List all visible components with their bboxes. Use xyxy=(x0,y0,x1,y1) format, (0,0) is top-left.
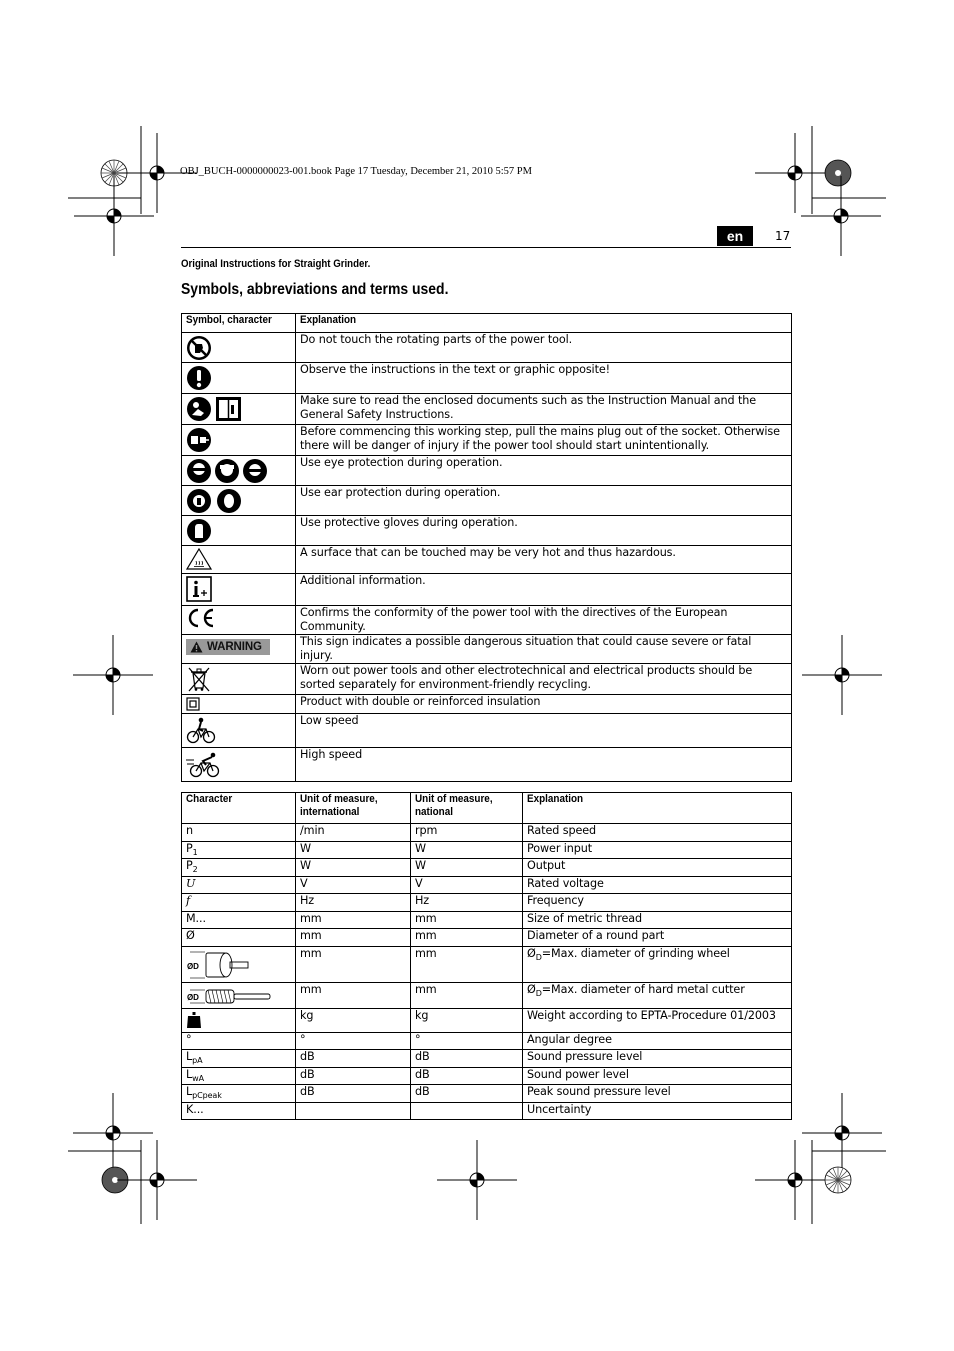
attention-icon xyxy=(186,365,212,391)
symbol-cell xyxy=(182,425,296,456)
symbol-cell xyxy=(182,606,296,635)
read-manual-icon xyxy=(186,396,242,422)
diameter-label: ØD xyxy=(187,993,199,1002)
low-speed-icon xyxy=(186,716,216,744)
column-header: Explanation xyxy=(523,793,792,824)
unit-national-cell: mm xyxy=(411,912,523,929)
explanation-cell: Additional information. xyxy=(296,574,792,606)
ce-mark-icon xyxy=(186,608,216,628)
table-row xyxy=(182,1050,792,1068)
symbol-cell xyxy=(182,486,296,516)
symbol-cell xyxy=(182,394,296,425)
warning-badge-label: WARNING xyxy=(207,641,262,653)
explanation-cell: Angular degree xyxy=(523,1033,792,1050)
explanation-cell: $Ø_D=Max$. diameter of hard metal cutter xyxy=(523,983,792,1009)
table-row xyxy=(182,912,792,929)
table-row xyxy=(182,859,792,877)
high-speed-icon xyxy=(186,750,222,778)
explanation-cell: Use ear protection during operation. xyxy=(296,486,792,516)
character-cell: $L_{pCpeak}$ xyxy=(182,1085,296,1103)
table-row xyxy=(182,947,792,983)
unit-international-cell: kg xyxy=(296,1009,411,1033)
explanation-cell: Make sure to read the enclosed documents such as the Instruction Manual and the General Safety Instructions. xyxy=(296,394,792,425)
unit-national-cell: ° xyxy=(411,1033,523,1050)
character-cell: Ø xyxy=(182,929,296,947)
unit-international-cell: mm xyxy=(296,929,411,947)
unit-international-cell: W xyxy=(296,842,411,859)
symbol-cell xyxy=(182,714,296,748)
unit-national-cell: rpm xyxy=(411,824,523,842)
unit-national-cell xyxy=(411,1103,523,1120)
table-row xyxy=(182,1085,792,1103)
table-row xyxy=(182,635,792,664)
explanation-cell: Before commencing this working step, pull the mains plug out of the socket. Otherwise there will be danger of injury if the power tool should start unintentionally. xyxy=(296,425,792,456)
character-cell: f xyxy=(182,894,296,912)
explanation-cell: Output xyxy=(523,859,792,877)
table-row xyxy=(182,606,792,635)
column-header: Character xyxy=(182,793,296,824)
table-row xyxy=(182,425,792,456)
character-cell xyxy=(182,947,296,983)
explanation-cell: Peak sound pressure level xyxy=(523,1085,792,1103)
explanation-cell: $Ø_D=Max$. diameter of grinding wheel xyxy=(523,947,792,983)
double-insulation-icon xyxy=(186,697,200,711)
table-row xyxy=(182,894,792,912)
section-title: Symbols, abbreviations and terms used. xyxy=(181,281,449,298)
ear-protection-icon xyxy=(186,488,242,514)
character-cell: $P_1$ xyxy=(182,842,296,859)
explanation-cell: Rated speed xyxy=(523,824,792,842)
table-row xyxy=(182,574,792,606)
character-cell: U xyxy=(182,877,296,894)
unit-international-cell: W xyxy=(296,859,411,877)
explanation-cell: High speed xyxy=(296,748,792,782)
table-row xyxy=(182,824,792,842)
character-cell: $L_{wA}$ xyxy=(182,1068,296,1085)
explanation-cell: Worn out power tools and other electrotechnical and electrical products should be sorted separately for environment-friendly recycling. xyxy=(296,664,792,695)
unit-international-cell xyxy=(296,1103,411,1120)
language-badge: en xyxy=(717,226,753,246)
unit-national-cell: W xyxy=(411,859,523,877)
table-row xyxy=(182,1033,792,1050)
explanation-cell: Product with double or reinforced insulation xyxy=(296,695,792,714)
explanation-cell: Observe the instructions in the text or graphic opposite! xyxy=(296,363,792,394)
table-row xyxy=(182,695,792,714)
unit-international-cell: dB xyxy=(296,1085,411,1103)
explanation-cell: This sign indicates a possible dangerous situation that could cause severe or fatal injury. xyxy=(296,635,792,664)
document-subtitle: Original Instructions for Straight Grinder. xyxy=(181,258,371,270)
do-not-touch-icon xyxy=(186,335,212,361)
character-cell: K... xyxy=(182,1103,296,1120)
unit-international-cell: mm xyxy=(296,912,411,929)
explanation-cell: Confirms the conformity of the power tool with the directives of the European Community. xyxy=(296,606,792,635)
explanation-cell: Uncertainty xyxy=(523,1103,792,1120)
explanation-cell: Sound power level xyxy=(523,1068,792,1085)
page-number: 17 xyxy=(775,229,791,243)
warning-badge xyxy=(186,639,270,655)
character-cell xyxy=(182,983,296,1009)
symbol-cell xyxy=(182,363,296,394)
table-row xyxy=(182,929,792,947)
unit-national-cell: W xyxy=(411,842,523,859)
units-table xyxy=(181,792,792,1120)
unit-international-cell: mm xyxy=(296,947,411,983)
table-row xyxy=(182,333,792,363)
table-row xyxy=(182,842,792,859)
weee-bin-icon xyxy=(186,666,212,692)
explanation-cell: Use eye protection during operation. xyxy=(296,456,792,486)
table-header-row xyxy=(182,314,792,333)
unit-international-cell: mm xyxy=(296,983,411,1009)
unit-international-cell: dB xyxy=(296,1068,411,1085)
explanation-cell: Diameter of a round part xyxy=(523,929,792,947)
unit-national-cell: dB xyxy=(411,1050,523,1068)
diameter-label: ØD xyxy=(187,962,199,971)
unit-national-cell: mm xyxy=(411,929,523,947)
explanation-cell: Do not touch the rotating parts of the power tool. xyxy=(296,333,792,363)
table-row xyxy=(182,748,792,782)
table-row xyxy=(182,456,792,486)
character-cell: $L_{pA}$ xyxy=(182,1050,296,1068)
symbol-cell xyxy=(182,748,296,782)
table-row xyxy=(182,1009,792,1033)
column-header: Unit of measure, international xyxy=(296,793,411,824)
table-row xyxy=(182,546,792,574)
character-cell: n xyxy=(182,824,296,842)
table-row xyxy=(182,664,792,695)
table-row xyxy=(182,983,792,1009)
explanation-cell: Rated voltage xyxy=(523,877,792,894)
explanation-cell: Size of metric thread xyxy=(523,912,792,929)
unit-national-cell: mm xyxy=(411,947,523,983)
explanation-cell: A surface that can be touched may be very hot and thus hazardous. xyxy=(296,546,792,574)
unit-international-cell: Hz xyxy=(296,894,411,912)
character-cell: $P_2$ xyxy=(182,859,296,877)
symbol-cell xyxy=(182,664,296,695)
grinding-wheel-diameter-icon xyxy=(186,949,256,981)
eye-protection-icon xyxy=(186,458,268,484)
symbol-cell xyxy=(182,456,296,486)
warning-triangle-icon xyxy=(190,641,203,653)
table-row xyxy=(182,714,792,748)
unit-national-cell: Hz xyxy=(411,894,523,912)
unit-national-cell: dB xyxy=(411,1068,523,1085)
table-row xyxy=(182,486,792,516)
table-row xyxy=(182,1103,792,1120)
column-header: Explanation xyxy=(296,314,792,333)
unit-international-cell: dB xyxy=(296,1050,411,1068)
weight-icon xyxy=(186,1011,202,1029)
character-cell xyxy=(182,1009,296,1033)
unit-international-cell: V xyxy=(296,877,411,894)
explanation-cell: Use protective gloves during operation. xyxy=(296,516,792,546)
explanation-cell: Frequency xyxy=(523,894,792,912)
header-rule xyxy=(181,247,791,248)
symbols-table xyxy=(181,313,792,782)
symbol-cell xyxy=(182,695,296,714)
symbol-cell xyxy=(182,516,296,546)
unit-international-cell: ° xyxy=(296,1033,411,1050)
gloves-icon xyxy=(186,518,212,544)
unplug-icon xyxy=(186,427,212,453)
symbol-cell xyxy=(182,546,296,574)
unit-international-cell: /min xyxy=(296,824,411,842)
unit-national-cell: dB xyxy=(411,1085,523,1103)
table-row xyxy=(182,877,792,894)
table-row xyxy=(182,516,792,546)
symbol-cell xyxy=(182,333,296,363)
explanation-cell: Power input xyxy=(523,842,792,859)
table-row xyxy=(182,363,792,394)
character-cell: M... xyxy=(182,912,296,929)
explanation-cell: Weight according to EPTA-Procedure 01/2003 xyxy=(523,1009,792,1033)
character-cell: ° xyxy=(182,1033,296,1050)
table-row xyxy=(182,394,792,425)
info-icon xyxy=(186,576,212,602)
unit-national-cell: kg xyxy=(411,1009,523,1033)
explanation-cell: Sound pressure level xyxy=(523,1050,792,1068)
symbol-cell xyxy=(182,635,296,664)
symbol-cell xyxy=(182,574,296,606)
unit-national-cell: mm xyxy=(411,983,523,1009)
print-info-line: OBJ_BUCH-0000000023-001.book Page 17 Tuesday, December 21, 2010 5:57 PM xyxy=(180,166,532,177)
explanation-cell: Low speed xyxy=(296,714,792,748)
column-header: Symbol, character xyxy=(182,314,296,333)
table-header-row xyxy=(182,793,792,824)
table-row xyxy=(182,1068,792,1085)
column-header: Unit of measure, national xyxy=(411,793,523,824)
metal-cutter-diameter-icon xyxy=(186,985,276,1007)
hot-surface-icon xyxy=(186,548,212,570)
unit-national-cell: V xyxy=(411,877,523,894)
